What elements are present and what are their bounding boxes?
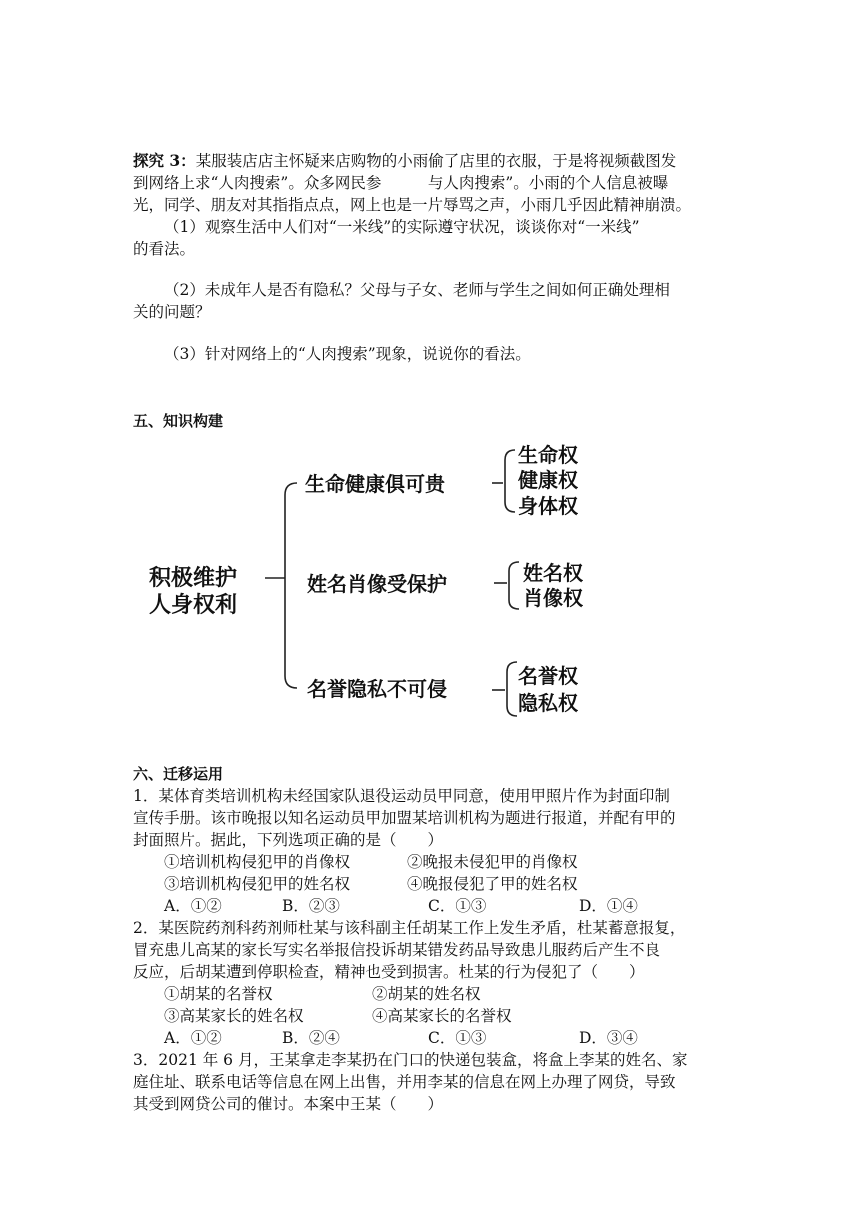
brace-branch-1 — [492, 450, 515, 512]
branch-label-life-health: 生命健康俱可贵 — [305, 472, 445, 496]
right-name: 姓名权 — [523, 561, 583, 585]
q1-line-1: 1．某体育类培训机构未经国家队退役运动员甲同意，使用甲照片作为封面印制 — [133, 787, 670, 805]
q2-line-1: 2．某医院药剂科药剂师杜某与该科副主任胡某工作上发生矛盾，杜某蓄意报复， — [133, 919, 686, 937]
q1-choice-b: B．②③ — [282, 897, 340, 915]
section5-title: 五、知识构建 — [133, 412, 224, 430]
q1-line-3: 封面照片。据此，下列选项正确的是（ ） — [133, 831, 444, 849]
q1-choice-c: C．①③ — [428, 897, 487, 915]
explore3-q1-line-1: （1）观察生活中人们对“一米线”的实际遵守状况，谈谈你对“一米线” — [164, 218, 640, 236]
q1-option-4: ④晚报侵犯了甲的姓名权 — [407, 875, 578, 893]
explore3-q2-line-1: （2）未成年人是否有隐私？父母与子女、老师与学生之间如何正确处理相 — [164, 281, 670, 299]
section6-title: 六、迁移运用 — [133, 765, 224, 783]
q2-option-1: ①胡某的名誉权 — [164, 985, 273, 1003]
right-portrait: 肖像权 — [523, 586, 583, 610]
q1-option-1: ①培训机构侵犯甲的肖像权 — [164, 853, 351, 871]
explore3-q3: （3）针对网络上的“人肉搜索”现象，说说你的看法。 — [164, 345, 531, 363]
q2-option-2: ②胡某的姓名权 — [372, 985, 481, 1003]
right-reputation: 名誉权 — [518, 664, 578, 688]
q2-option-3: ③高某家长的姓名权 — [164, 1007, 304, 1025]
q1-choice-a: A．①② — [164, 897, 222, 915]
right-health: 健康权 — [518, 468, 578, 492]
right-privacy: 隐私权 — [518, 691, 578, 715]
branch-label-reputation-privacy: 名誉隐私不可侵 — [307, 677, 447, 701]
q2-line-2: 冒充患儿高某的家长写实名举报信投诉胡某错发药品导致患儿服药后产生不良 — [133, 941, 661, 959]
q2-line-3: 反应，后胡某遭到停职检查，精神也受到损害。杜某的行为侵犯了（ ） — [133, 963, 645, 981]
q3-line-3: 其受到网贷公司的催讨。本案中王某（ ） — [133, 1095, 444, 1113]
q2-choice-b: B．②④ — [282, 1029, 340, 1047]
q2-choice-c: C．①③ — [428, 1029, 487, 1047]
brace-branch-3 — [492, 662, 517, 716]
q1-line-2: 宣传手册。该市晚报以知名运动员甲加盟某培训机构为题进行报道，并配有甲的 — [133, 809, 676, 827]
q2-choice-a: A．①② — [164, 1029, 222, 1047]
explore3-line-1: 探究 3：某服装店店主怀疑来店购物的小雨偷了店里的衣服，于是将视频截图发 — [133, 151, 677, 170]
diagram-root-line-1: 积极维护 — [149, 566, 238, 591]
q1-option-2: ②晚报未侵犯甲的肖像权 — [407, 853, 578, 871]
q2-option-4: ④高某家长的名誉权 — [372, 1007, 512, 1025]
right-life: 生命权 — [518, 443, 578, 467]
diagram-root-line-2: 人身权利 — [149, 593, 238, 618]
main-brace — [265, 483, 297, 688]
explore3-q2-line-2: 关的问题？ — [133, 303, 211, 321]
explore3-q1-line-2: 的看法。 — [133, 240, 196, 258]
q2-choice-d: D．③④ — [579, 1029, 638, 1047]
branch-label-name-portrait: 姓名肖像受保护 — [307, 572, 447, 596]
knowledge-diagram — [135, 440, 635, 740]
right-body: 身体权 — [518, 494, 578, 518]
explore3-line-3: 光，同学、朋友对其指指点点，网上也是一片辱骂之声，小雨几乎因此精神崩溃。 — [133, 196, 692, 214]
explore3-line-2: 到网络上求“人肉搜索”。众多网民参 与人肉搜索”。小雨的个人信息被曝 — [133, 174, 669, 192]
q3-line-2: 庭住址、联系电话等信息在网上出售，并用李某的信息在网上办理了网贷，导致 — [133, 1073, 676, 1091]
q1-option-3: ③培训机构侵犯甲的姓名权 — [164, 875, 351, 893]
q3-line-1: 3．2021 年 6 月，王某拿走李某扔在门口的快递包装盒，将盒上李某的姓名、家 — [133, 1051, 688, 1069]
explore3-label: 探究 3： — [133, 151, 196, 170]
q1-choice-d: D．①④ — [579, 897, 638, 915]
brace-branch-2 — [494, 562, 519, 609]
